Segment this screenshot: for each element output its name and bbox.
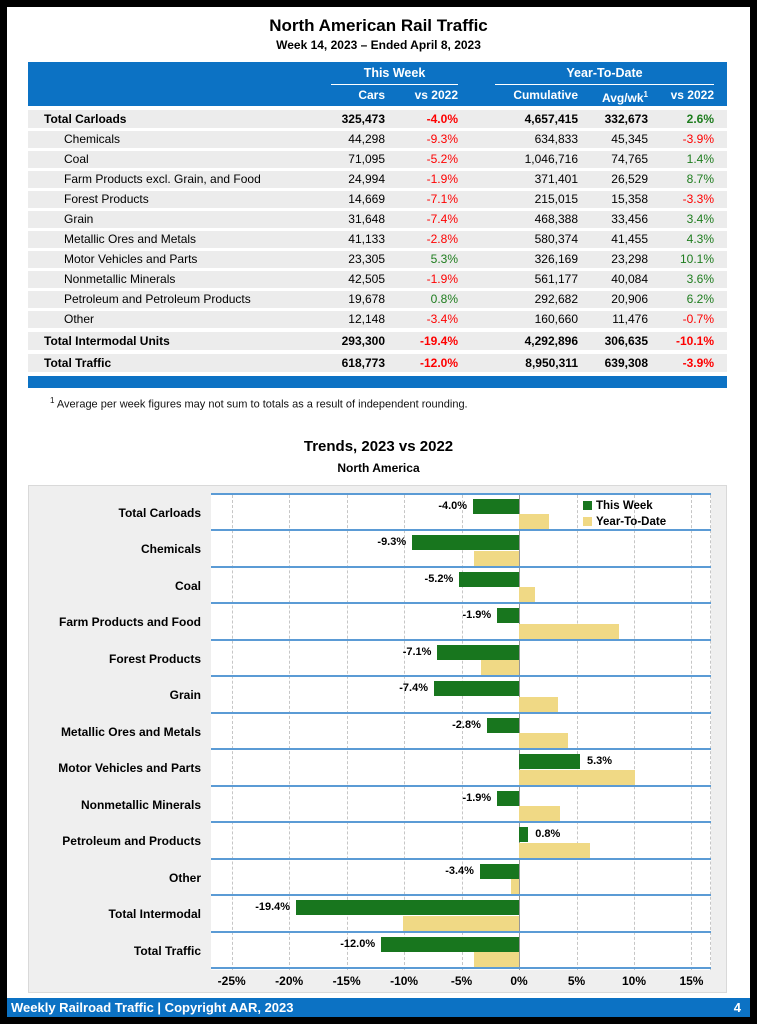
ytd-avg-per-week: 41,455 [611, 232, 648, 246]
row-label: Petroleum and Petroleum Products [64, 292, 251, 306]
ytd-avg-per-week: 15,358 [611, 192, 648, 206]
cars-value: 14,669 [348, 192, 385, 206]
chart-subtitle: North America [337, 460, 420, 475]
page-footer [7, 998, 750, 1017]
bar-value-label: -2.8% [452, 718, 481, 731]
this-week-bar [519, 827, 528, 842]
cars-vs-2022: -7.1% [426, 192, 458, 206]
ytd-avg-per-week: 45,345 [611, 132, 648, 146]
ytd-vs-2022: 1.4% [686, 152, 714, 166]
chart-category-label: Total Carloads [118, 505, 201, 520]
table-row [28, 171, 727, 188]
cars-vs-2022: -4.0% [426, 112, 458, 126]
cars-value: 24,994 [348, 172, 385, 186]
bar-value-label: -19.4% [255, 901, 291, 914]
cars-vs-2022: -19.4% [419, 334, 458, 348]
table-bottom-bar [28, 376, 727, 388]
row-label: Total Carloads [44, 112, 127, 126]
ytd-cumulative: 1,046,716 [524, 152, 578, 166]
ytd-vs-2022: -3.9% [682, 356, 714, 370]
x-axis-tick-label: -5% [450, 973, 473, 988]
table-row [28, 332, 727, 350]
x-axis-tick-label: 0% [510, 973, 528, 988]
bar-value-label: -3.4% [445, 864, 474, 877]
bar-value-label: 5.3% [586, 755, 613, 768]
year-to-date-bar [519, 587, 535, 602]
x-axis-tick-label: -15% [332, 973, 361, 988]
ytd-cumulative: 371,401 [534, 172, 578, 186]
page-subtitle: Week 14, 2023 – Ended April 8, 2023 [276, 38, 481, 52]
year-to-date-bar [519, 843, 590, 858]
bar-value-label: -1.9% [462, 609, 492, 622]
cars-vs-2022: -12.0% [419, 356, 458, 370]
cars-vs-2022: -9.3% [426, 132, 458, 146]
this-week-bar [296, 900, 519, 915]
chart-band [211, 677, 711, 714]
trends-chart [28, 485, 727, 993]
year-to-date-bar [519, 697, 558, 712]
cars-value: 618,773 [341, 356, 385, 370]
row-label: Motor Vehicles and Parts [64, 252, 198, 266]
chart-category-label: Chemicals [140, 542, 201, 557]
ytd-avg-per-week: 20,906 [611, 292, 648, 306]
ytd-cumulative: 326,169 [534, 252, 578, 266]
ytd-avg-per-week: 306,635 [604, 334, 648, 348]
x-axis-tick-label: 15% [679, 973, 704, 988]
plot-area [211, 493, 711, 970]
year-to-date-bar [519, 514, 549, 529]
ytd-avg-per-week: 11,476 [612, 312, 648, 326]
table-row [28, 191, 727, 208]
ytd-vs-2022: 6.2% [686, 292, 714, 306]
cars-vs-2022: -3.4% [426, 312, 458, 326]
bands [211, 495, 711, 970]
cars-value: 19,678 [348, 292, 385, 306]
col-header-ytd-vs2022: vs 2022 [670, 88, 714, 102]
ytd-vs-2022: 3.4% [686, 212, 714, 226]
table-row [28, 211, 727, 228]
table-row [28, 251, 727, 268]
chart-category-label: Farm Products and Food [58, 615, 201, 630]
ytd-vs-2022: 4.3% [686, 232, 714, 246]
cars-value: 71,095 [348, 152, 385, 166]
chart-band [211, 604, 711, 641]
cars-vs-2022: -2.8% [426, 232, 458, 246]
x-axis-tick-label: -25% [217, 973, 246, 988]
ytd-avg-per-week: 639,308 [604, 356, 648, 370]
this-week-bar [473, 499, 519, 514]
x-axis-tick-label: 5% [567, 973, 586, 988]
row-label: Chemicals [64, 132, 121, 146]
table-row [28, 131, 727, 148]
cars-value: 41,133 [348, 232, 385, 246]
chart-category-label: Total Traffic [133, 943, 201, 958]
x-axis-tick-label: 10% [621, 973, 646, 988]
col-header-empty [28, 85, 295, 108]
group-year-to-date: Year-To-Date [495, 66, 714, 85]
chart-band [211, 787, 711, 824]
ytd-vs-2022: -10.1% [675, 334, 714, 348]
chart-category-label: Total Intermodal [108, 907, 201, 922]
this-week-bar [412, 535, 519, 550]
cars-vs-2022: -7.4% [426, 212, 458, 226]
this-week-bar [487, 718, 519, 733]
table-header [28, 62, 727, 106]
this-week-bar [459, 572, 519, 587]
bar-value-label: -7.4% [399, 682, 428, 695]
cars-value: 42,505 [348, 272, 385, 286]
ytd-vs-2022: -3.3% [682, 192, 714, 206]
ytd-avg-per-week: 33,456 [611, 212, 648, 226]
bar-value-label: -7.1% [402, 645, 432, 658]
ytd-cumulative: 292,682 [534, 292, 578, 306]
this-week-bar [434, 681, 519, 696]
chart-category-label: Motor Vehicles and Parts [58, 761, 201, 776]
ytd-vs-2022: 2.6% [686, 112, 714, 126]
chart-band [211, 933, 711, 970]
this-week-bar [437, 645, 519, 660]
chart-category-label: Petroleum and Products [62, 834, 201, 849]
year-to-date-bar [519, 624, 619, 639]
ytd-cumulative: 4,657,415 [524, 112, 578, 126]
chart-category-label: Other [168, 870, 201, 885]
page-title: North American Rail Traffic [269, 16, 488, 35]
row-label: Forest Products [64, 192, 149, 206]
cars-vs-2022: -1.9% [426, 272, 458, 286]
ytd-vs-2022: 3.6% [686, 272, 714, 286]
x-axis-tick-label: -10% [390, 973, 419, 988]
chart-category-label: Grain [169, 688, 201, 703]
ytd-cumulative: 160,660 [534, 312, 578, 326]
year-to-date-bar [519, 733, 568, 748]
table-row [28, 271, 727, 288]
ytd-avg-per-week: 74,765 [611, 152, 648, 166]
chart-category-label: Metallic Ores and Metals [60, 724, 201, 739]
row-label: Grain [64, 212, 94, 226]
cars-value: 12,148 [348, 312, 385, 326]
col-header-avgwk: Avg/$wk^1$ [601, 90, 648, 105]
bar-value-label: 0.8% [535, 828, 561, 841]
cars-value: 31,648 [348, 212, 385, 226]
ytd-vs-2022: 8.7% [686, 172, 714, 186]
ytd-cumulative: 561,177 [534, 272, 578, 286]
chart-band [211, 860, 711, 897]
table-row [28, 110, 727, 128]
cars-vs-2022: -5.2% [426, 152, 458, 166]
cars-value: 325,473 [341, 112, 385, 126]
ytd-cumulative: 8,950,311 [525, 356, 578, 370]
chart-band [211, 823, 711, 860]
row-label: Total Intermodal Units [44, 334, 170, 348]
ytd-avg-per-week: 26,529 [611, 172, 648, 186]
year-to-date-bar [481, 660, 519, 675]
ytd-vs-2022: -0.7% [682, 312, 714, 326]
report-page [7, 7, 750, 1017]
chart-band [211, 750, 711, 787]
row-label: Coal [64, 152, 89, 166]
table-row [28, 231, 727, 248]
this-week-bar [497, 791, 519, 806]
ytd-cumulative: 468,388 [534, 212, 578, 226]
bar-value-label: -9.3% [377, 536, 407, 549]
table-row [28, 354, 727, 372]
cars-value: 44,298 [348, 132, 385, 146]
chart-band [211, 531, 711, 568]
ytd-avg-per-week: 40,084 [611, 272, 648, 286]
this-week-swatch-icon [583, 501, 592, 510]
ytd-avg-per-week: 332,673 [604, 112, 648, 126]
row-label: Metallic Ores and Metals [64, 232, 197, 246]
row-label: Farm Products excl. Grain, and Food [64, 172, 261, 186]
chart-legend [583, 498, 666, 530]
ytd-cumulative: 215,015 [534, 192, 578, 206]
year-to-date-bar [403, 916, 519, 931]
footnote: $^1$ Average per week figures may not sum to totals as a result of independent rounding. [50, 396, 468, 411]
chart-band [211, 641, 711, 678]
ytd-avg-per-week: 23,298 [611, 252, 648, 266]
group-spacer [28, 66, 295, 85]
year-to-date-bar [511, 879, 519, 894]
year-to-date-swatch-icon [583, 517, 592, 526]
row-label: Nonmetallic Minerals [64, 272, 176, 286]
row-label: Total Traffic [44, 356, 112, 370]
bar-value-label: -12.0% [340, 937, 376, 950]
table-row [28, 311, 727, 328]
chart-category-label: Forest Products [108, 651, 201, 666]
this-week-bar [519, 754, 580, 769]
cars-value: 293,300 [341, 334, 385, 348]
ytd-cumulative: 4,292,896 [524, 334, 578, 348]
col-header-cars: Cars [358, 88, 385, 102]
chart-band [211, 714, 711, 751]
table-row [28, 291, 727, 308]
bar-value-label: -1.9% [462, 791, 492, 804]
footer-text: Weekly Railroad Traffic | Copyright AAR, 2023 [11, 1000, 294, 1015]
year-to-date-bar [519, 770, 635, 785]
chart-band [211, 568, 711, 605]
this-week-bar [497, 608, 519, 623]
page-number: 4 [733, 1000, 741, 1015]
table-row [28, 151, 727, 168]
chart-category-label: Nonmetallic Minerals [80, 797, 201, 812]
ytd-vs-2022: -3.9% [682, 132, 714, 146]
year-to-date-bar [474, 551, 519, 566]
ytd-cumulative: 580,374 [534, 232, 578, 246]
this-week-bar [480, 864, 519, 879]
cars-value: 23,305 [348, 252, 385, 266]
col-header-cars-vs2022: vs 2022 [414, 88, 458, 102]
x-axis-tick-label: -20% [275, 973, 304, 988]
table-body [28, 110, 727, 372]
chart-band [211, 896, 711, 933]
chart-title: Trends, 2023 vs 2022 [303, 437, 454, 455]
col-header-cumulative: Cumulative [513, 88, 578, 102]
group-this-week: This Week [331, 66, 458, 85]
year-to-date-bar [474, 952, 519, 967]
ytd-cumulative: 634,833 [534, 132, 578, 146]
legend-year-to-date: Year-To-Date [583, 514, 666, 530]
cars-vs-2022: -1.9% [426, 172, 458, 186]
ytd-vs-2022: 10.1% [679, 252, 714, 266]
year-to-date-bar [519, 806, 560, 821]
bar-value-label: -5.2% [424, 572, 454, 585]
row-label: Other [64, 312, 95, 326]
traffic-table [28, 62, 727, 372]
legend-this-week: This Week [583, 498, 666, 514]
x-axis [211, 974, 711, 990]
bar-value-label: -4.0% [438, 499, 468, 512]
cars-vs-2022: 0.8% [430, 292, 458, 306]
chart-category-label: Coal [174, 578, 201, 593]
this-week-bar [381, 937, 519, 952]
chart-category-labels [29, 495, 201, 970]
cars-vs-2022: 5.3% [430, 252, 458, 266]
